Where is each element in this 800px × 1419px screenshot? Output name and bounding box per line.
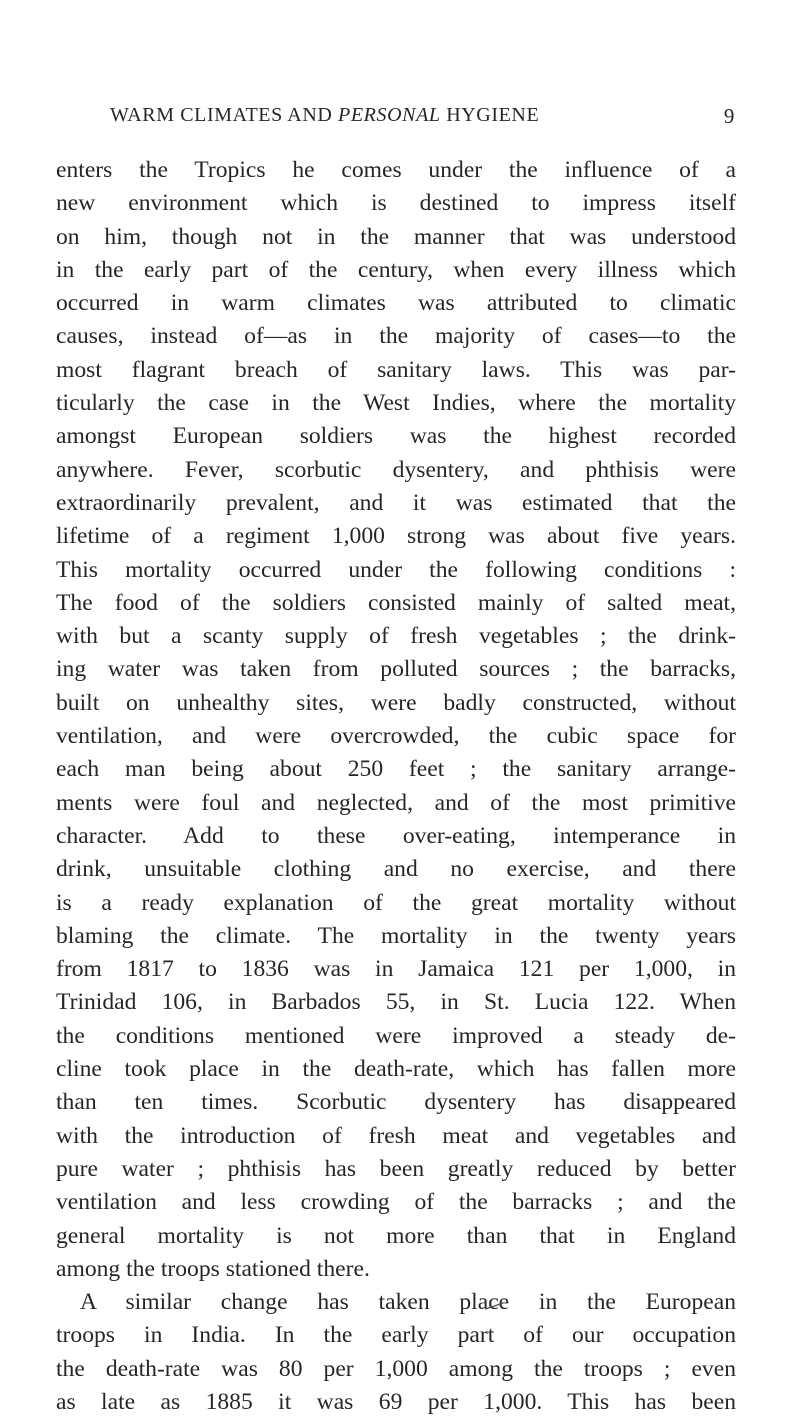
text-line: than ten times. Scorbutic dysentery has disappeared: [56, 1089, 736, 1116]
paragraph-1: [56, 154, 736, 1286]
text-line: ticularly the case in the West Indies, where the mortality: [56, 390, 736, 417]
text-line: causes, instead of—as in the majority of cases—to the: [56, 323, 736, 350]
running-title: [110, 104, 539, 127]
text-line: new environment which is destined to impress itself: [56, 190, 736, 217]
text-line: pure water ; phthisis has been greatly reduced by better: [56, 1155, 736, 1182]
text-line: ventilation, and were overcrowded, the cubic space for: [56, 723, 736, 750]
text-line: drink, unsuitable clothing and no exercise, and there: [56, 856, 736, 883]
text-line: general mortality is not more than that in England: [56, 1222, 736, 1249]
stray-ink-mark: [484, 1302, 504, 1310]
text-line: in the early part of the century, when every illness which: [56, 256, 736, 283]
text-line: character. Add to these over-eating, intemperance in: [56, 822, 736, 849]
text-line: the conditions mentioned were improved a steady de-: [56, 1022, 736, 1049]
text-line: This mortality occurred under the following conditions :: [56, 556, 736, 583]
text-line: troops in India. In the early part of our occupation: [56, 1322, 736, 1349]
text-line: extraordinarily prevalent, and it was estimated that the: [56, 489, 736, 516]
text-line: ventilation and less crowding of the barracks ; and the: [56, 1189, 736, 1216]
text-line: with but a scanty supply of fresh vegetables ; the drink-: [56, 623, 736, 650]
text-line: cline took place in the death-rate, which has fallen more: [56, 1056, 736, 1083]
text-line: occurred in warm climates was attributed to climatic: [56, 290, 736, 317]
text-line: ing water was taken from polluted sources ; the barracks,: [56, 656, 736, 683]
body-text: [56, 154, 736, 1419]
text-line: amongst European soldiers was the highest recorded: [56, 423, 736, 450]
text-line: anywhere. Fever, scorbutic dysentery, and phthisis were: [56, 456, 736, 483]
text-line: blaming the climate. The mortality in the twenty years: [56, 922, 736, 949]
running-title-start: WARM CLIMATES AND: [110, 104, 339, 126]
page-number: 9: [723, 104, 735, 128]
text-line: built on unhealthy sites, were badly constructed, without: [56, 689, 736, 716]
text-line: A similar change has taken place in the European: [80, 1289, 736, 1316]
running-title-end: HYGIENE: [440, 104, 540, 126]
text-line: with the introduction of fresh meat and vegetables and: [56, 1122, 736, 1149]
text-line: among the troops stationed there.: [56, 1255, 370, 1282]
text-line: enters the Tropics he comes under the influence of a: [56, 157, 736, 183]
text-line: The food of the soldiers consisted mainly of salted meat,: [56, 589, 736, 616]
text-line: each man being about 250 feet ; the sanitary arrange-: [56, 756, 736, 783]
text-line: Trinidad 106, in Barbados 55, in St. Lucia 122. When: [56, 989, 736, 1016]
text-line: most flagrant breach of sanitary laws. This was par-: [56, 356, 736, 383]
text-line: on him, though not in the manner that was understood: [56, 223, 736, 250]
paragraph-2: [56, 1286, 736, 1419]
text-line: as late as 1885 it was 69 per 1,000. This has been: [56, 1388, 736, 1415]
running-title-italic: PERSONAL: [338, 104, 441, 126]
text-line: the death-rate was 80 per 1,000 among the troops ; even: [56, 1355, 736, 1382]
text-line: is a ready explanation of the great mortality without: [56, 889, 736, 916]
running-head: [110, 104, 735, 134]
text-line: from 1817 to 1836 was in Jamaica 121 per 1,000, in: [56, 956, 736, 983]
text-line: ments were foul and neglected, and of the most primitive: [56, 789, 736, 816]
text-line: lifetime of a regiment 1,000 strong was about five years.: [56, 523, 736, 550]
